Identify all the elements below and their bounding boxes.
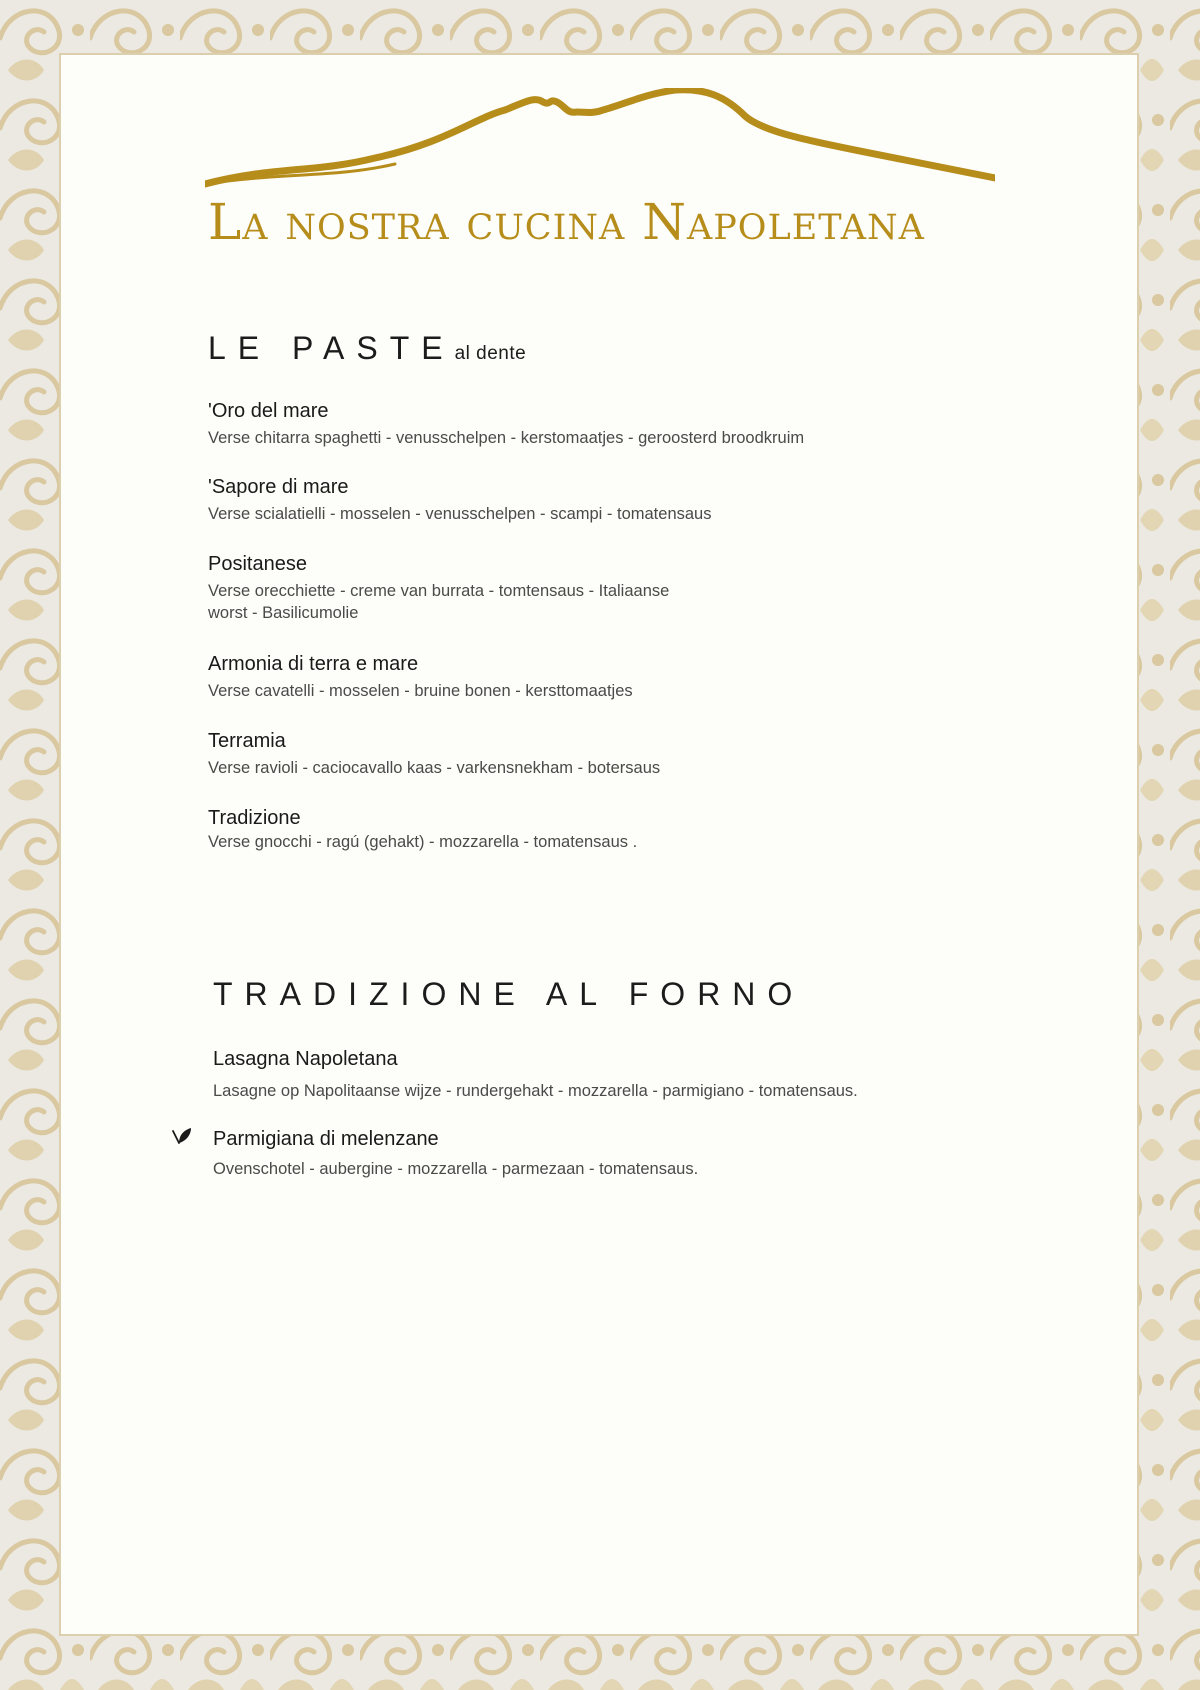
menu-item-name: 'Sapore di mare [208, 476, 349, 498]
section-subtitle: al dente [454, 343, 527, 364]
menu-item [208, 728, 1008, 779]
menu-item-name: Positanese [208, 553, 307, 575]
menu-item-name: Armonia di terra e mare [208, 653, 419, 675]
menu-item-name: Terramia [208, 730, 286, 752]
menu-item-description: Verse ravioli - caciocavallo kaas - varkensnekham - botersaus [208, 759, 661, 777]
menu-item [208, 651, 1008, 702]
section-title-main: LE PASTE [208, 330, 455, 366]
menu-item-description: Verse gnocchi - ragú (gehakt) - mozzarella - tomatensaus . [208, 833, 638, 851]
menu-item-name: Tradizione [208, 807, 301, 829]
menu-item-name: 'Oro del mare [208, 400, 329, 422]
menu-item-name: Lasagna Napoletana [213, 1048, 398, 1070]
section-title-main: TRADIZIONE AL FORNO [213, 976, 805, 1012]
section-title-le-paste [208, 330, 526, 367]
vegetarian-leaf-icon [170, 1125, 194, 1149]
menu-item [213, 1126, 1013, 1180]
menu-item-description: Verse orecchiette - creme van burrata - tomtensaus - Italiaanse worst - Basilicumolie [208, 582, 670, 622]
menu-item-name: Parmigiana di melenzane [213, 1128, 439, 1150]
menu-item-description: Verse scialatielli - mosselen - venusschelpen - scampi - tomatensaus [208, 505, 712, 523]
menu-item [208, 474, 1008, 525]
section-title-tradizione-al-forno [213, 976, 804, 1013]
menu-item [208, 805, 1008, 853]
menu-item [213, 1046, 1013, 1102]
menu-item-description: Lasagne op Napolitaanse wijze - rundergehakt - mozzarella - parmigiano - tomatensaus. [213, 1082, 858, 1100]
menu-item-description: Ovenschotel - aubergine - mozzarella - parmezaan - tomatensaus. [213, 1160, 699, 1178]
restaurant-title: La nostra cucina Napoletana [208, 193, 925, 251]
vesuvius-mountain-logo [205, 88, 995, 198]
menu-item-description: Verse chitarra spaghetti - venusschelpen - kerstomaatjes - geroosterd broodkruim [208, 429, 805, 447]
menu-item [208, 551, 1008, 624]
menu-item [208, 398, 1008, 449]
menu-item-description: Verse cavatelli - mosselen - bruine bonen - kersttomaatjes [208, 682, 633, 700]
